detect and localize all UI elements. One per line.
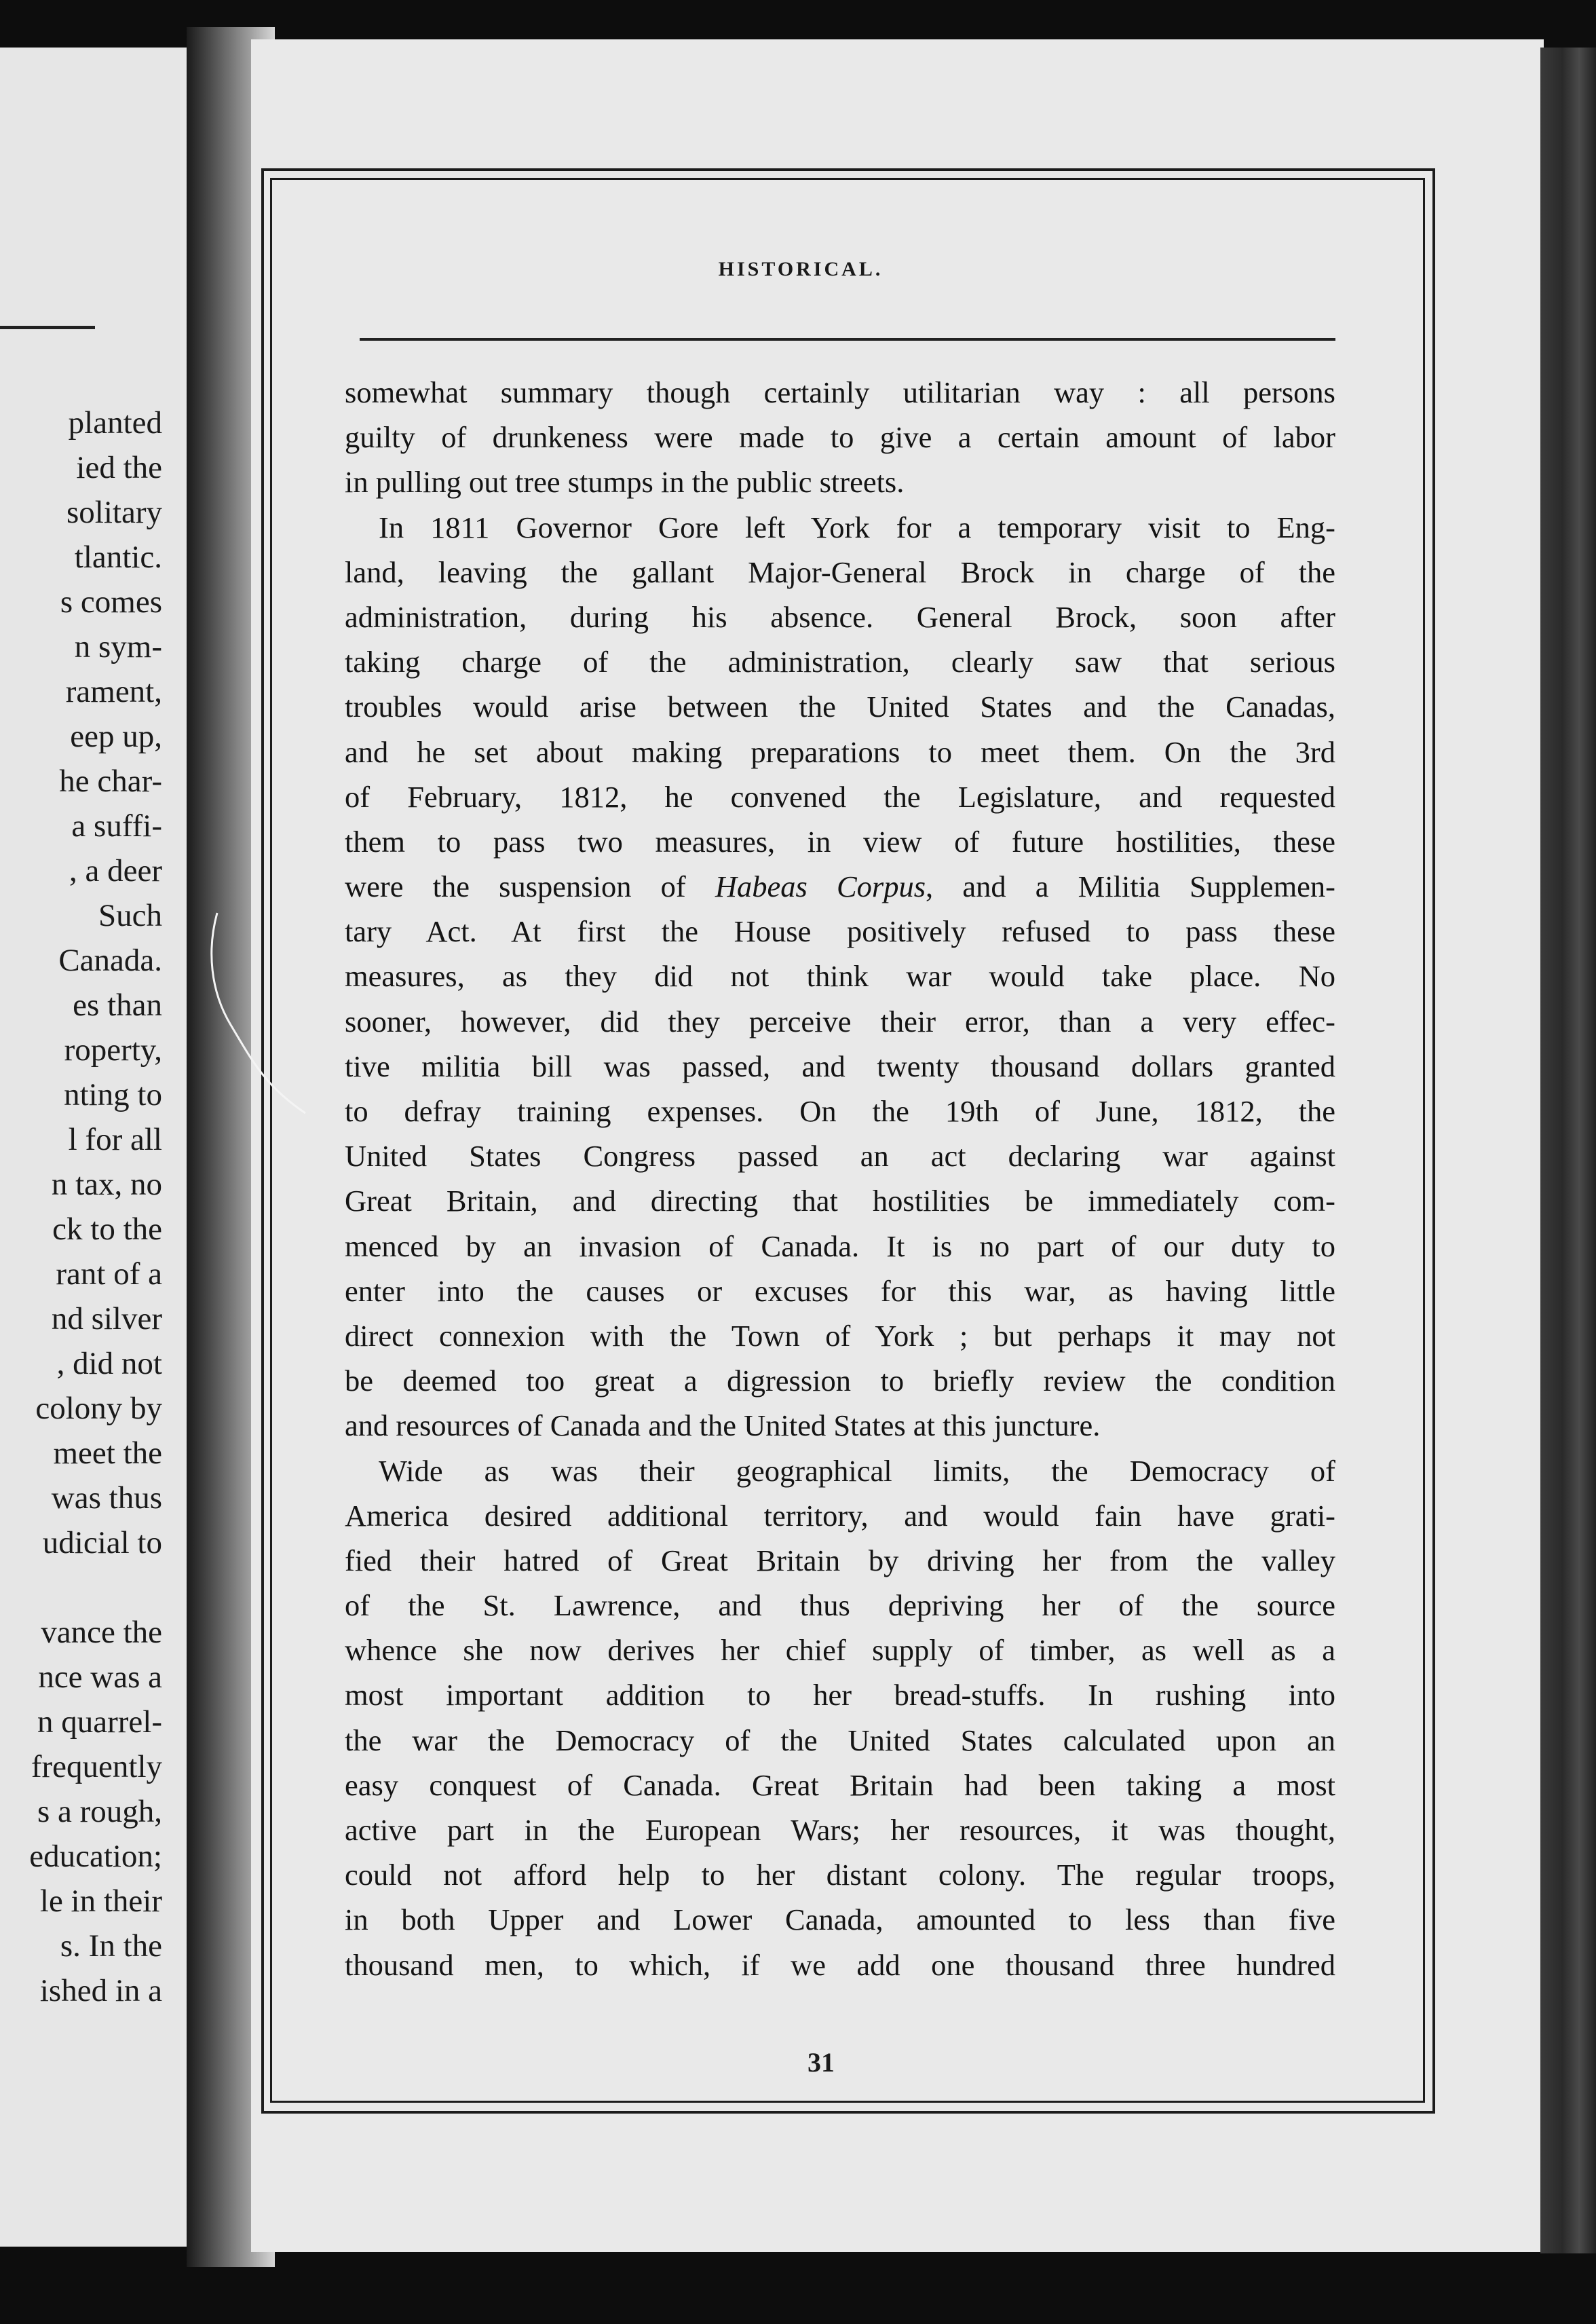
facing-page-line: eep up, xyxy=(70,719,162,754)
text-line: the war the Democracy of the United States calculated upon an xyxy=(345,1723,1335,1757)
facing-page-line: was thus xyxy=(51,1480,162,1516)
facing-page-line: , a deer xyxy=(69,853,162,888)
facing-page-line: l for all xyxy=(68,1122,162,1157)
facing-page-line: nce was a xyxy=(38,1660,162,1695)
facing-page-line: udicial to xyxy=(42,1525,162,1560)
text-line: to defray training expenses. On the 19th of June, 1812, the xyxy=(345,1094,1335,1128)
facing-page-line: nd silver xyxy=(51,1301,162,1336)
text-line: tive militia bill was passed, and twenty thousand dollars granted xyxy=(345,1049,1335,1083)
italic-term: Habeas Corpus xyxy=(715,869,926,904)
facing-page-line: solitary xyxy=(66,495,162,530)
text-line: measures, as they did not think war would take place. No xyxy=(345,959,1335,994)
text-line: could not afford help to her distant colony. The regular troops, xyxy=(345,1858,1335,1892)
text-line: them to pass two measures, in view of future hostilities, these xyxy=(345,824,1335,859)
text-line: enter into the causes or excuses for this war, as having little xyxy=(345,1273,1335,1308)
facing-page-line: tlantic. xyxy=(74,540,162,575)
facing-page-line: n tax, no xyxy=(51,1167,162,1202)
text-line: fied their hatred of Great Britain by driving her from the valley xyxy=(345,1543,1335,1577)
text-line: whence she now derives her chief supply of timber, as well as a xyxy=(345,1633,1335,1668)
facing-page-line: es than xyxy=(73,988,162,1023)
text-line: and he set about making preparations to meet them. On the 3rd xyxy=(345,734,1335,769)
facing-page-line: ck to the xyxy=(52,1212,162,1247)
facing-page-line: s. In the xyxy=(60,1928,162,1964)
facing-page-line: ied the xyxy=(76,450,162,485)
facing-page-line: planted xyxy=(68,405,162,441)
facing-page-line: rament, xyxy=(65,674,162,709)
text-line: United States Congress passed an act declaring war against xyxy=(345,1139,1335,1174)
text-line: and resources of Canada and the United States at this juncture. xyxy=(345,1408,1101,1443)
facing-page-line: rant of a xyxy=(56,1256,162,1292)
text-line: Wide as was their geographical limits, the Democracy of xyxy=(379,1453,1335,1488)
running-head-rule xyxy=(360,338,1335,341)
text-line: direct connexion with the Town of York ; but perhaps it may not xyxy=(345,1318,1335,1353)
facing-page-line: , did not xyxy=(56,1346,162,1381)
facing-page-line: Such xyxy=(98,898,162,933)
text-line: taking charge of the administration, clearly saw that serious xyxy=(345,645,1335,679)
facing-page-line: meet the xyxy=(53,1436,162,1471)
text-line: easy conquest of Canada. Great Britain had been taking a most xyxy=(345,1767,1335,1802)
facing-page-line: le in their xyxy=(39,1883,162,1919)
facing-page-line: roperty, xyxy=(64,1032,162,1068)
facing-page-line: education; xyxy=(29,1839,162,1874)
facing-page-line: s a rough, xyxy=(37,1794,162,1829)
facing-page-line: s comes xyxy=(60,584,162,620)
page-number: 31 xyxy=(808,2047,835,2078)
text-line: of the St. Lawrence, and thus depriving her of the source xyxy=(345,1588,1335,1623)
text-line: land, leaving the gallant Major-General Brock in charge of the xyxy=(345,555,1335,589)
page-edge xyxy=(1540,48,1596,2253)
text-line: were the suspension of Habeas Corpus, and a Militia Supplemen- xyxy=(345,869,1335,904)
text-line: guilty of drunkeness were made to give a certain amount of labor xyxy=(345,420,1335,455)
body-text xyxy=(345,370,1335,1987)
facing-page-text xyxy=(29,400,162,2013)
running-head: HISTORICAL. xyxy=(718,258,884,280)
text-line: be deemed too great a digression to briefly review the condition xyxy=(345,1364,1335,1398)
facing-page-line: frequently xyxy=(31,1749,162,1784)
text-line: tary Act. At first the House positively refused to pass these xyxy=(345,914,1335,949)
facing-page-line: ished in a xyxy=(39,1973,162,2008)
facing-page-line: colony by xyxy=(35,1391,162,1426)
facing-page-line: n quarrel- xyxy=(37,1704,162,1740)
facing-page-line: a suffi- xyxy=(71,808,162,844)
facing-page-line xyxy=(29,1565,162,1610)
text-line: Great Britain, and directing that hostilities be immediately com- xyxy=(345,1184,1335,1218)
text-line: in both Upper and Lower Canada, amounted to less than five xyxy=(345,1903,1335,1937)
facing-page-line: he char- xyxy=(59,764,162,799)
facing-page-line: vance the xyxy=(41,1615,162,1650)
text-line: active part in the European Wars; her resources, it was thought, xyxy=(345,1813,1335,1847)
text-line: of February, 1812, he convened the Legislature, and requested xyxy=(345,779,1335,814)
text-line: troubles would arise between the United States and the Canadas, xyxy=(345,690,1335,724)
text-line: in pulling out tree stumps in the public streets. xyxy=(345,465,905,500)
facing-page xyxy=(0,48,187,2247)
text-line: most important addition to her bread-stuffs. In rushing into xyxy=(345,1678,1335,1712)
text-line: thousand men, to which, if we add one thousand three hundred xyxy=(345,1947,1335,1982)
text-line: administration, during his absence. General Brock, soon after xyxy=(345,599,1335,634)
facing-page-line: Canada. xyxy=(58,943,162,978)
text-line: America desired additional territory, and would fain have grati- xyxy=(345,1498,1335,1533)
text-line: menced by an invasion of Canada. It is no part of our duty to xyxy=(345,1229,1335,1263)
facing-page-line: nting to xyxy=(64,1077,162,1112)
facing-page-rule xyxy=(0,326,95,329)
text-line: In 1811 Governor Gore left York for a temporary visit to Eng- xyxy=(379,510,1335,544)
text-line: sooner, however, did they perceive their error, than a very effec- xyxy=(345,1004,1335,1038)
text-line: somewhat summary though certainly utilitarian way : all persons xyxy=(345,375,1335,409)
facing-page-line: n sym- xyxy=(74,629,162,664)
